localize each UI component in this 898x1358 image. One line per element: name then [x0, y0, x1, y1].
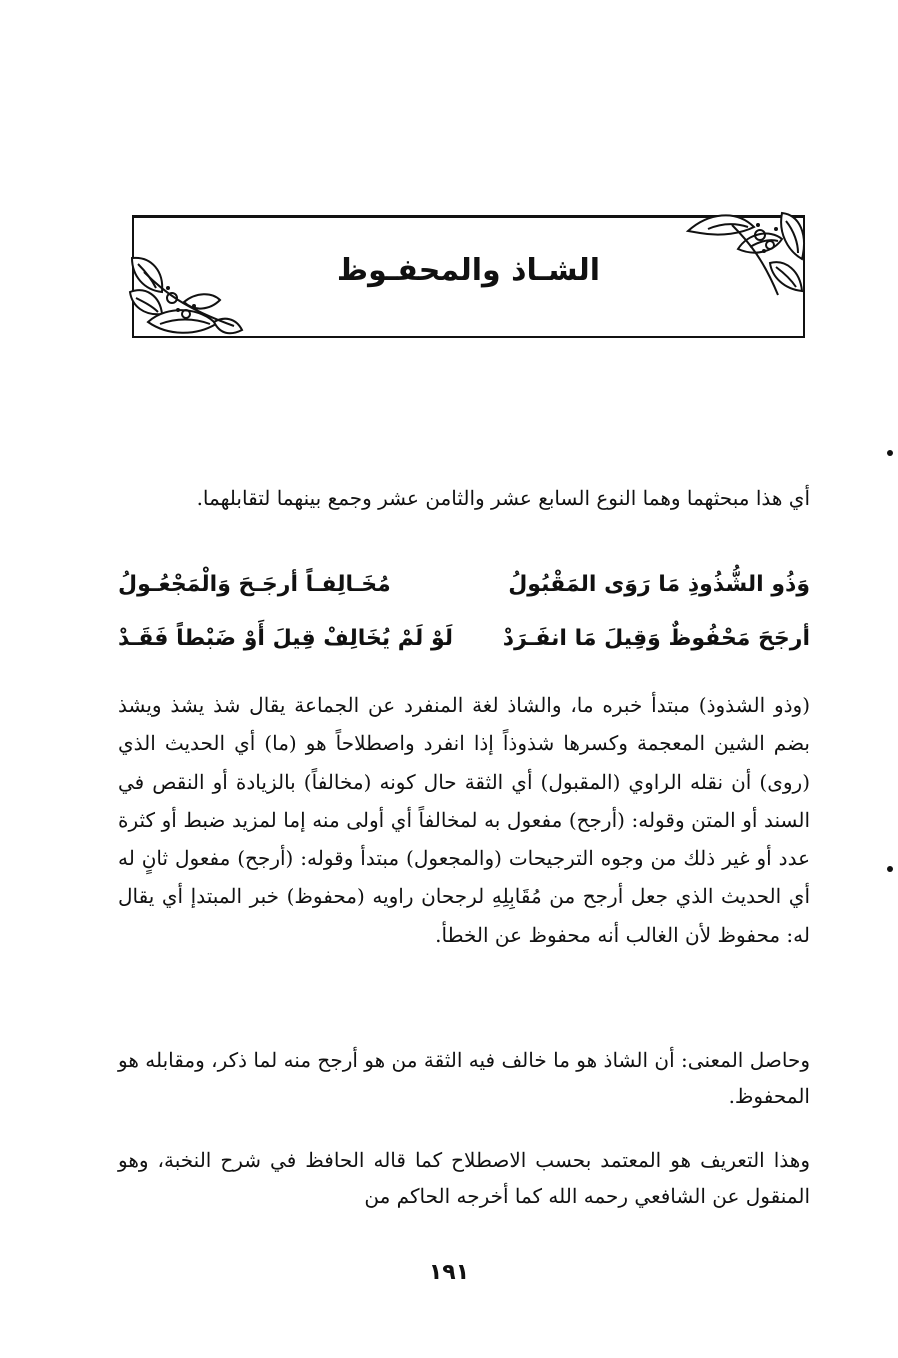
verse-first-hemistich: وَذُو الشُّذُوذِ مَا رَوَى المَقْبُولُ	[508, 572, 810, 597]
poem-verse	[118, 626, 810, 666]
definition-paragraph: وهذا التعريف هو المعتمد بحسب الاصطلاح كما قاله الحافظ في شرح النخبة، وهو المنقول عن الشافعي رحمه الله كما أخرجه الحاكم من	[118, 1148, 810, 1208]
chapter-title: الشـاذ والمحفـوظ	[336, 253, 601, 288]
verse-second-hemistich: لَوْ لَمْ يُخَالِفْ قِيلَ أَوْ ضَبْطاً فَقَـدْ	[118, 626, 453, 651]
verse-second-hemistich: مُخَـالِفـاً أرجَـحَ وَالْمَجْعُـولُ	[118, 572, 391, 597]
summary-paragraph: وحاصل المعنى: أن الشاذ هو ما خالف فيه الثقة من هو أرجح منه لما ذكر، ومقابله هو المحفوظ.	[118, 1048, 810, 1108]
margin-dot	[887, 866, 893, 872]
margin-dot	[887, 450, 893, 456]
poem-verse	[118, 572, 810, 612]
page-number: ١٩١	[428, 1260, 470, 1285]
verse-first-hemistich: أرجَحَ مَحْفُوظٌ وَقِيلَ مَا انفَـرَدْ	[502, 626, 810, 651]
intro-paragraph: أي هذا مبحثهما وهما النوع السابع عشر والثامن عشر وجمع بينهما لتقابلهما.	[196, 486, 810, 510]
commentary-paragraph: (وذو الشذوذ) مبتدأ خبره ما، والشاذ لغة المنفرد عن الجماعة يقال شذ يشذ ويشذ بضم الشين المعجمة وكسرها شذوذاً إذا انفرد واصطلاحاً هو (ما) أي الحديث الذي (روى) أن نقله الراوي (المقبول) أي الثقة حال كونه (مخالفاً) بالزيادة أو النقص في السند أو المتن وقوله: (أرجح) مفعول به لمخالفاً أي أولى منه إما لمزيد ضبط أو كثرة عدد أو غير ذلك من وجوه الترجيحات (والمجعول) مبتدأ وقوله: (أرجح) مفعول ثانٍ له أي الحديث الذي جعل أرجح من مُقَابِلِهِ لرجحان راويه (محفوظ) خبر المبتدإ أي يقال له: محفوظ لأن الغالب أنه محفوظ عن الخطأ.	[118, 693, 810, 947]
